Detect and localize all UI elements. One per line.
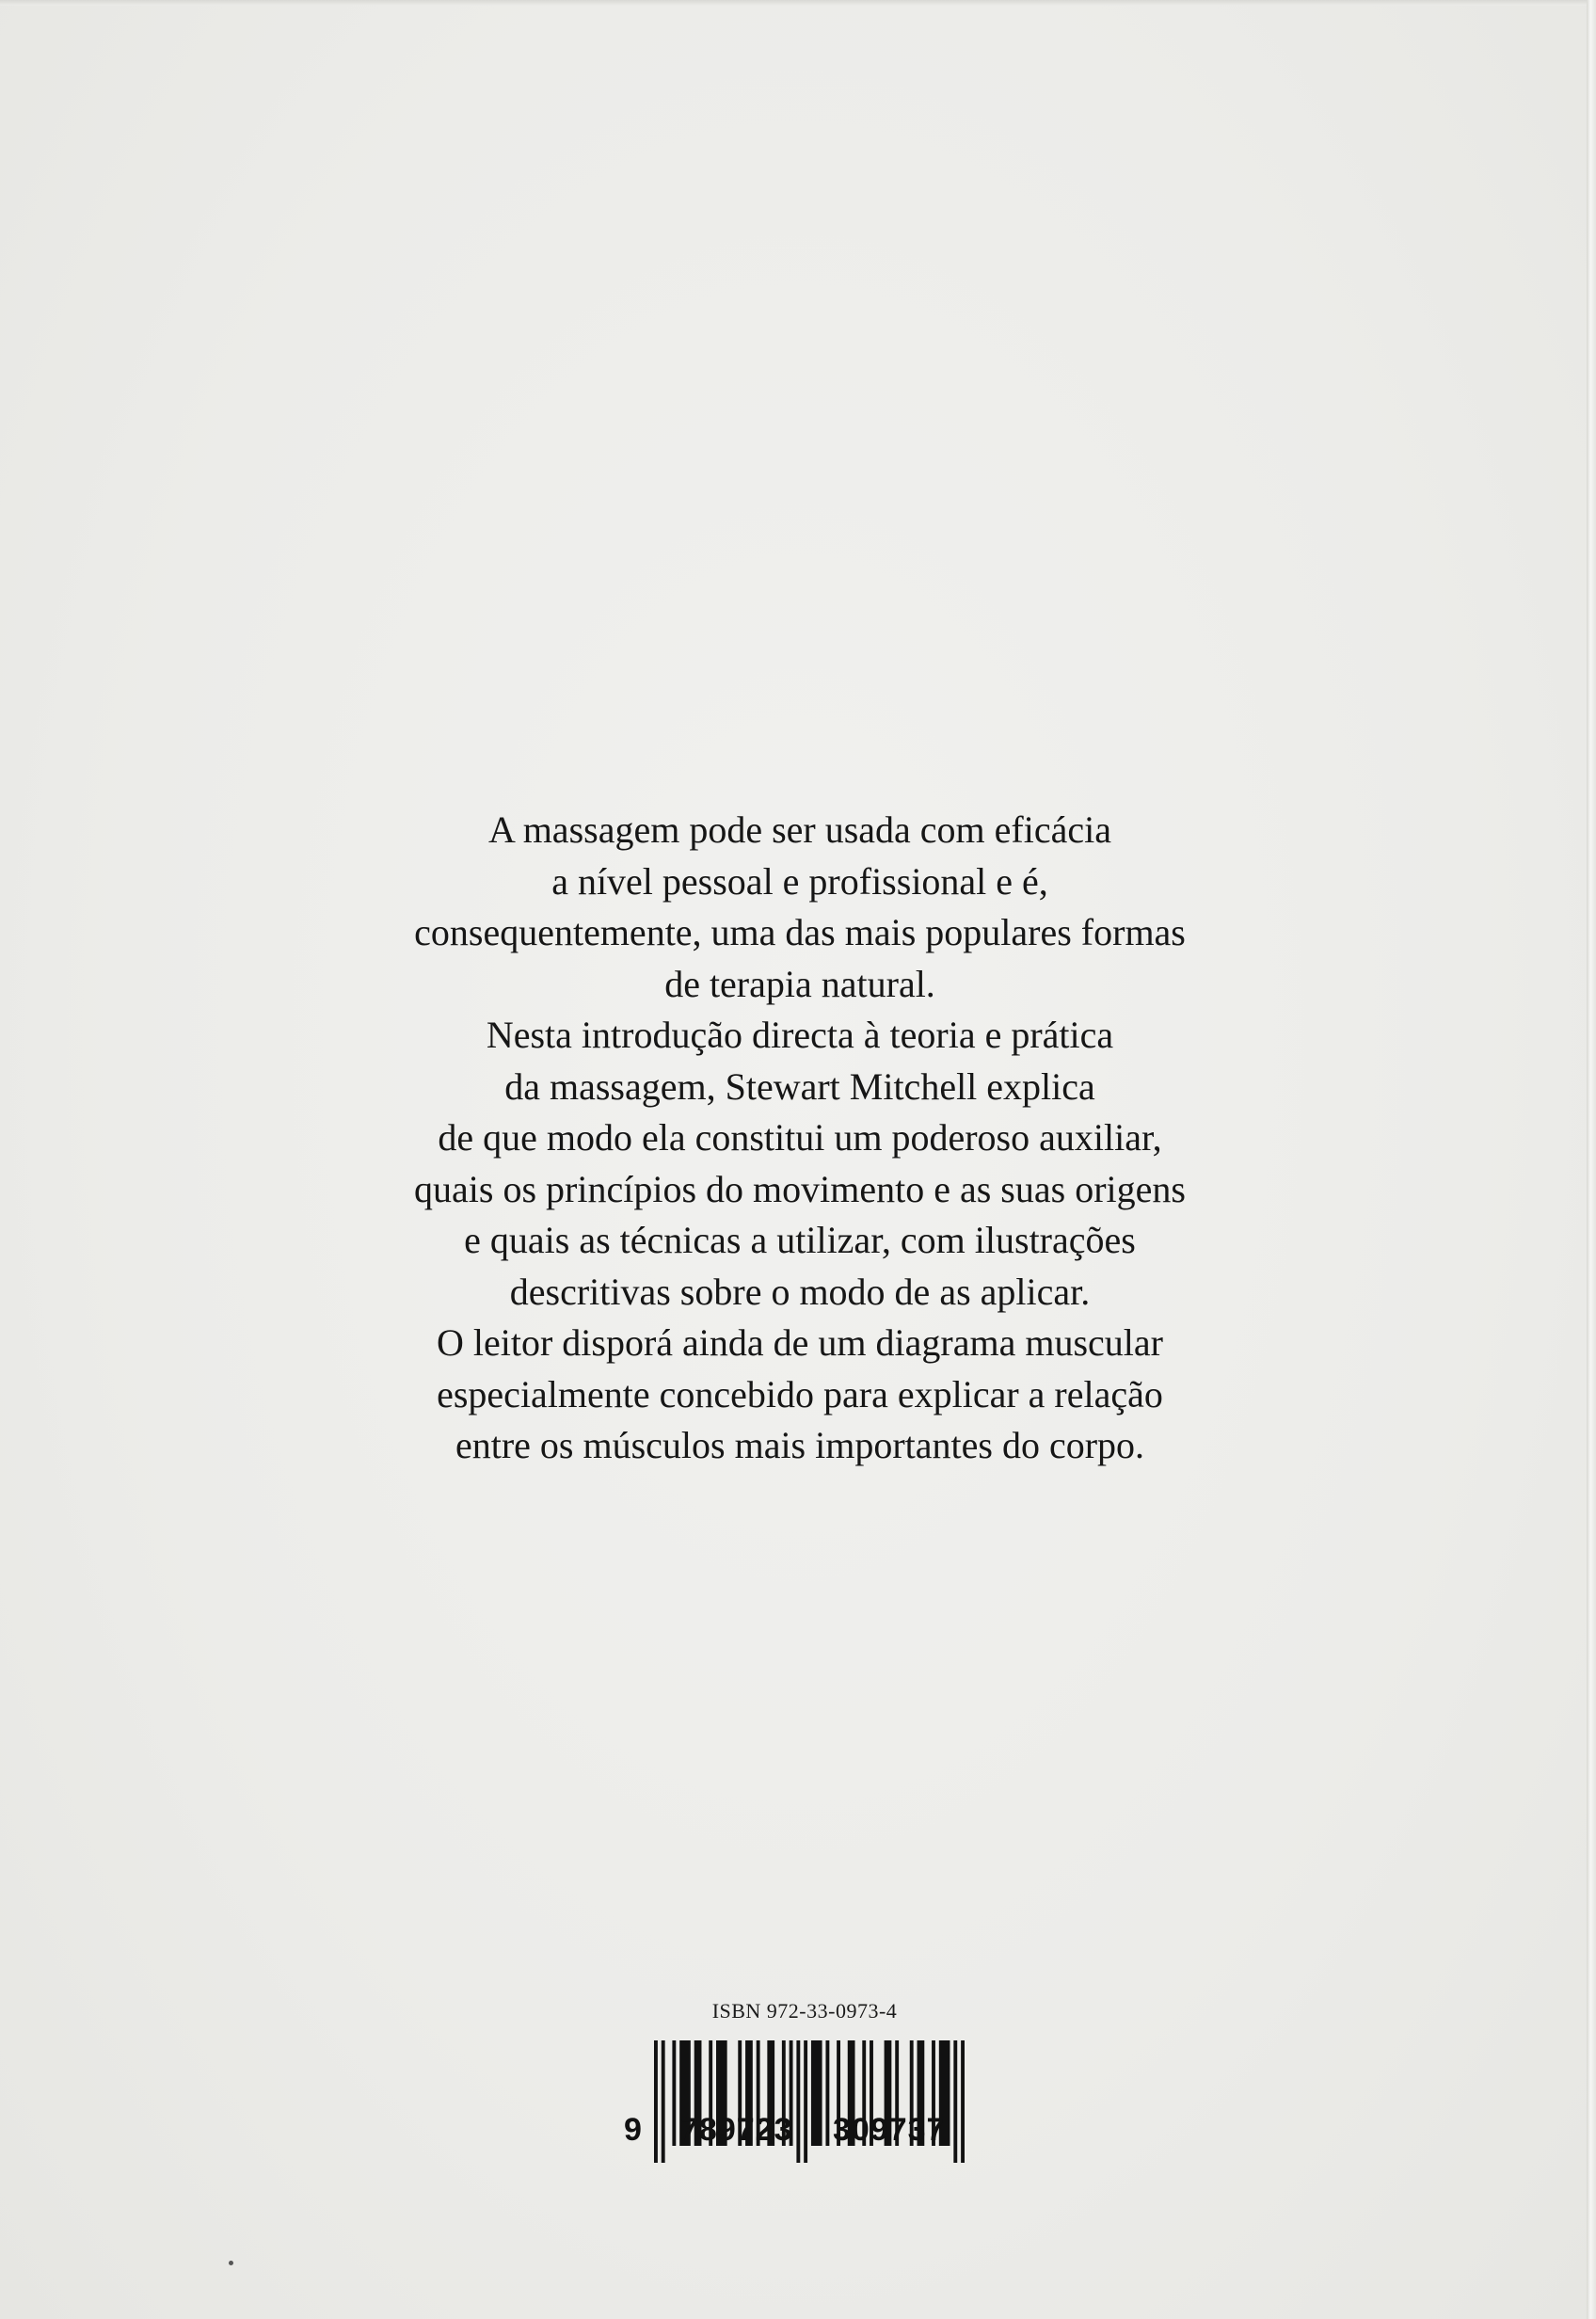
blurb-line: e quais as técnicas a utilizar, com ilustrações xyxy=(464,1219,1136,1261)
blurb-text xyxy=(282,805,1317,1472)
blurb-line: consequentemente, uma das mais populares formas xyxy=(414,911,1186,953)
barcode-bar xyxy=(961,2040,965,2163)
blurb-line: da massagem, Stewart Mitchell explica xyxy=(504,1064,1095,1108)
blurb-line: quais os princípios do movimento e as suas origens xyxy=(414,1167,1186,1210)
barcode-bar xyxy=(953,2040,957,2163)
barcode-bar xyxy=(811,2040,822,2146)
blurb-line: de que modo ela constitui um poderoso auxiliar, xyxy=(438,1116,1162,1159)
print-speck xyxy=(229,2261,233,2265)
cover-top-edge xyxy=(0,0,1596,6)
blurb-line: descritivas sobre o modo de as aplicar. xyxy=(509,1270,1091,1313)
barcode-bar xyxy=(662,2040,665,2163)
barcode-bar xyxy=(654,2040,658,2163)
cover-right-edge xyxy=(1587,0,1596,2319)
barcode-lead-digit: 9 xyxy=(624,2112,642,2148)
barcode-right-digits: 309737 xyxy=(833,2112,946,2148)
blurb-line: a nível pessoal e profissional e é, xyxy=(551,859,1048,903)
barcode-bar xyxy=(796,2040,800,2163)
barcode-bar xyxy=(825,2040,829,2146)
isbn-label: ISBN 972-33-0973-4 xyxy=(711,1999,898,2023)
blurb-line: especialmente concebido para explicar a relação xyxy=(437,1372,1163,1415)
blurb-line: A massagem pode ser usada com eficácia xyxy=(488,808,1111,851)
barcode-bar xyxy=(672,2040,676,2146)
blurb-line: Nesta introdução directa à teoria e prática xyxy=(486,1014,1114,1056)
barcode-bar xyxy=(804,2040,807,2163)
blurb-line: de terapia natural. xyxy=(664,962,935,1005)
blurb-line: O leitor disporá ainda de um diagrama muscular xyxy=(437,1321,1163,1364)
blurb-line: entre os músculos mais importantes do corpo. xyxy=(455,1424,1145,1466)
barcode-left-digits: 789723 xyxy=(680,2112,793,2148)
